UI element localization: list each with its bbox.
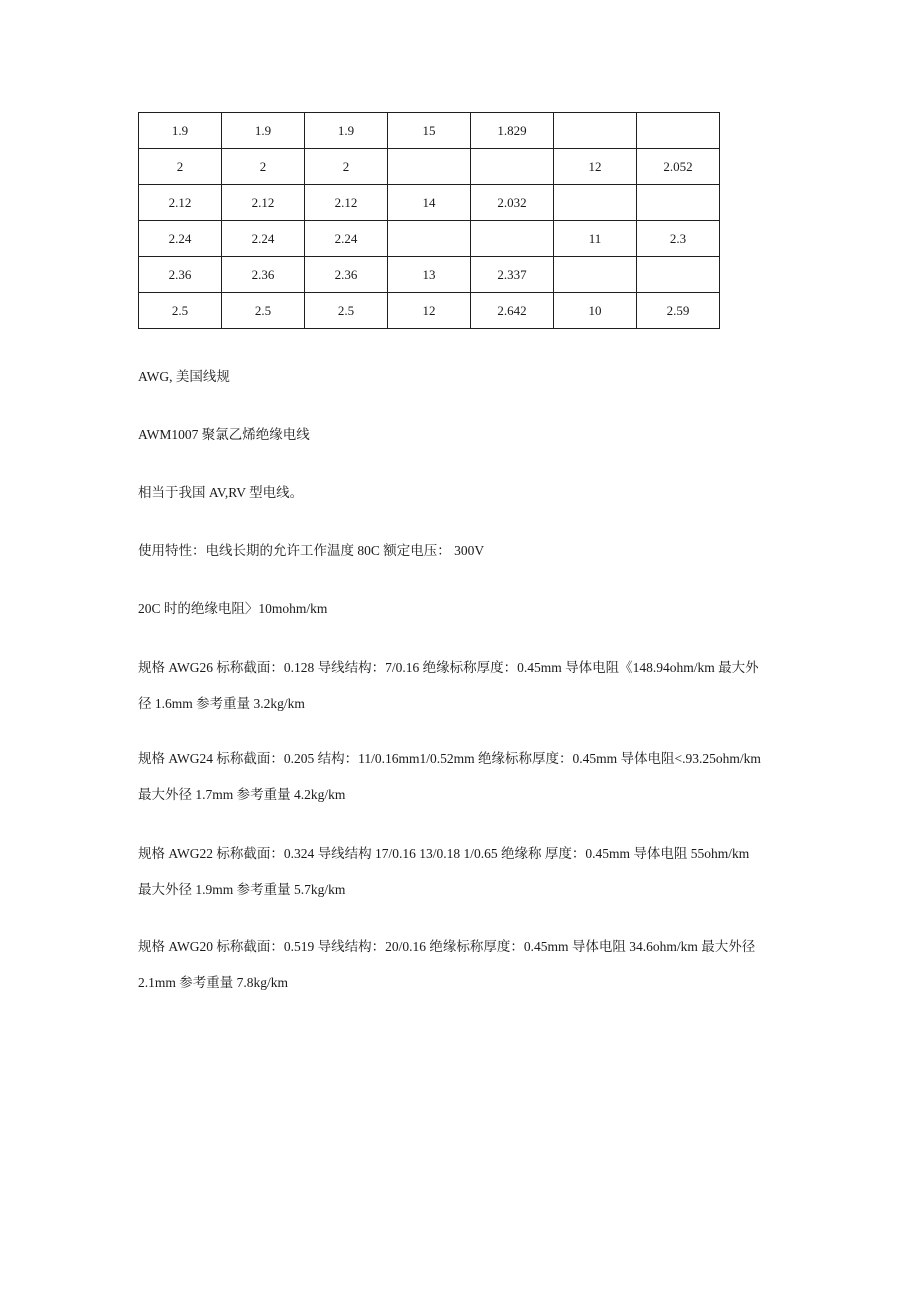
table-cell: 1.9 — [139, 113, 222, 149]
table-cell: 2 — [222, 149, 305, 185]
text-line: 2.1mm 参考重量 7.8kg/km — [138, 975, 289, 990]
table-cell: 2.337 — [471, 257, 554, 293]
table-cell: 2.052 — [637, 149, 720, 185]
equivalent-note — [138, 475, 788, 511]
text-line: 径 1.6mm 参考重量 3.2kg/km — [138, 696, 305, 711]
spec-awg20 — [138, 929, 788, 1001]
text-line: 相当于我国 AV,RV 型电线。 — [138, 485, 304, 500]
table-cell — [637, 257, 720, 293]
text-line: 20C 时的绝缘电阻〉10mohm/km — [138, 601, 328, 616]
table-cell: 2.032 — [471, 185, 554, 221]
table-cell: 2.5 — [139, 293, 222, 329]
text-line: 规格 AWG22 标称截面：0.324 导线结构 17/0.16 13/0.18 1/0.65 绝缘称 厚度：0.45mm 导体电阻 55ohm/km — [138, 846, 750, 861]
table-row — [139, 113, 720, 149]
spec-awg24 — [138, 741, 788, 813]
table-cell: 2.36 — [222, 257, 305, 293]
table-cell: 2.36 — [305, 257, 388, 293]
table-cell: 2.24 — [305, 221, 388, 257]
text-line: 规格 AWG20 标称截面：0.519 导线结构：20/0.16 绝缘标称厚度：0.45mm 导体电阻 34.6ohm/km 最大外径 — [138, 939, 756, 954]
text-line: 使用特性：电线长期的允许工作温度 80C 额定电压： 300V — [138, 543, 485, 558]
table-cell — [554, 257, 637, 293]
table-cell — [471, 149, 554, 185]
text-line: 规格 AWG24 标称截面：0.205 结构：11/0.16mm1/0.52mm 绝缘标称厚度：0.45mm 导体电阻<.93.25ohm/km — [138, 751, 761, 766]
table-cell: 12 — [388, 293, 471, 329]
table-cell: 2.59 — [637, 293, 720, 329]
table-cell: 2.24 — [139, 221, 222, 257]
table-cell: 2.12 — [305, 185, 388, 221]
table-cell — [388, 221, 471, 257]
spec-awg26 — [138, 650, 788, 722]
table-cell — [637, 113, 720, 149]
table-cell — [388, 149, 471, 185]
table-cell: 1.9 — [305, 113, 388, 149]
spec-awg22 — [138, 836, 788, 908]
text-line: AWM1007 聚氯乙烯绝缘电线 — [138, 427, 310, 442]
table-row — [139, 221, 720, 257]
table-cell: 15 — [388, 113, 471, 149]
table-cell: 2.642 — [471, 293, 554, 329]
text-line: 规格 AWG26 标称截面：0.128 导线结构：7/0.16 绝缘标称厚度：0.45mm 导体电阻《148.94ohm/km 最大外 — [138, 660, 759, 675]
table-cell: 10 — [554, 293, 637, 329]
table-cell: 11 — [554, 221, 637, 257]
usage-characteristics — [138, 533, 788, 569]
table-cell: 2.5 — [305, 293, 388, 329]
table-row — [139, 185, 720, 221]
table-cell: 1.829 — [471, 113, 554, 149]
table-cell: 2 — [139, 149, 222, 185]
table-cell: 2.12 — [222, 185, 305, 221]
awm1007-title — [138, 417, 788, 453]
table-cell: 2 — [305, 149, 388, 185]
text-line: 最大外径 1.7mm 参考重量 4.2kg/km — [138, 787, 346, 802]
table-cell: 2.5 — [222, 293, 305, 329]
text-line: AWG, 美国线规 — [138, 369, 230, 384]
wire-gauge-table — [138, 112, 720, 329]
awg-heading — [138, 359, 788, 395]
table-row — [139, 149, 720, 185]
table-cell: 14 — [388, 185, 471, 221]
table-cell: 13 — [388, 257, 471, 293]
table-cell: 2.36 — [139, 257, 222, 293]
insulation-resistance — [138, 591, 788, 627]
table-cell: 12 — [554, 149, 637, 185]
table-cell: 2.12 — [139, 185, 222, 221]
table-cell: 2.24 — [222, 221, 305, 257]
table-row — [139, 293, 720, 329]
table-cell: 2.3 — [637, 221, 720, 257]
table-cell: 1.9 — [222, 113, 305, 149]
table-cell — [637, 185, 720, 221]
table-row — [139, 257, 720, 293]
text-line: 最大外径 1.9mm 参考重量 5.7kg/km — [138, 882, 346, 897]
table-cell — [554, 185, 637, 221]
table-cell — [554, 113, 637, 149]
table-cell — [471, 221, 554, 257]
